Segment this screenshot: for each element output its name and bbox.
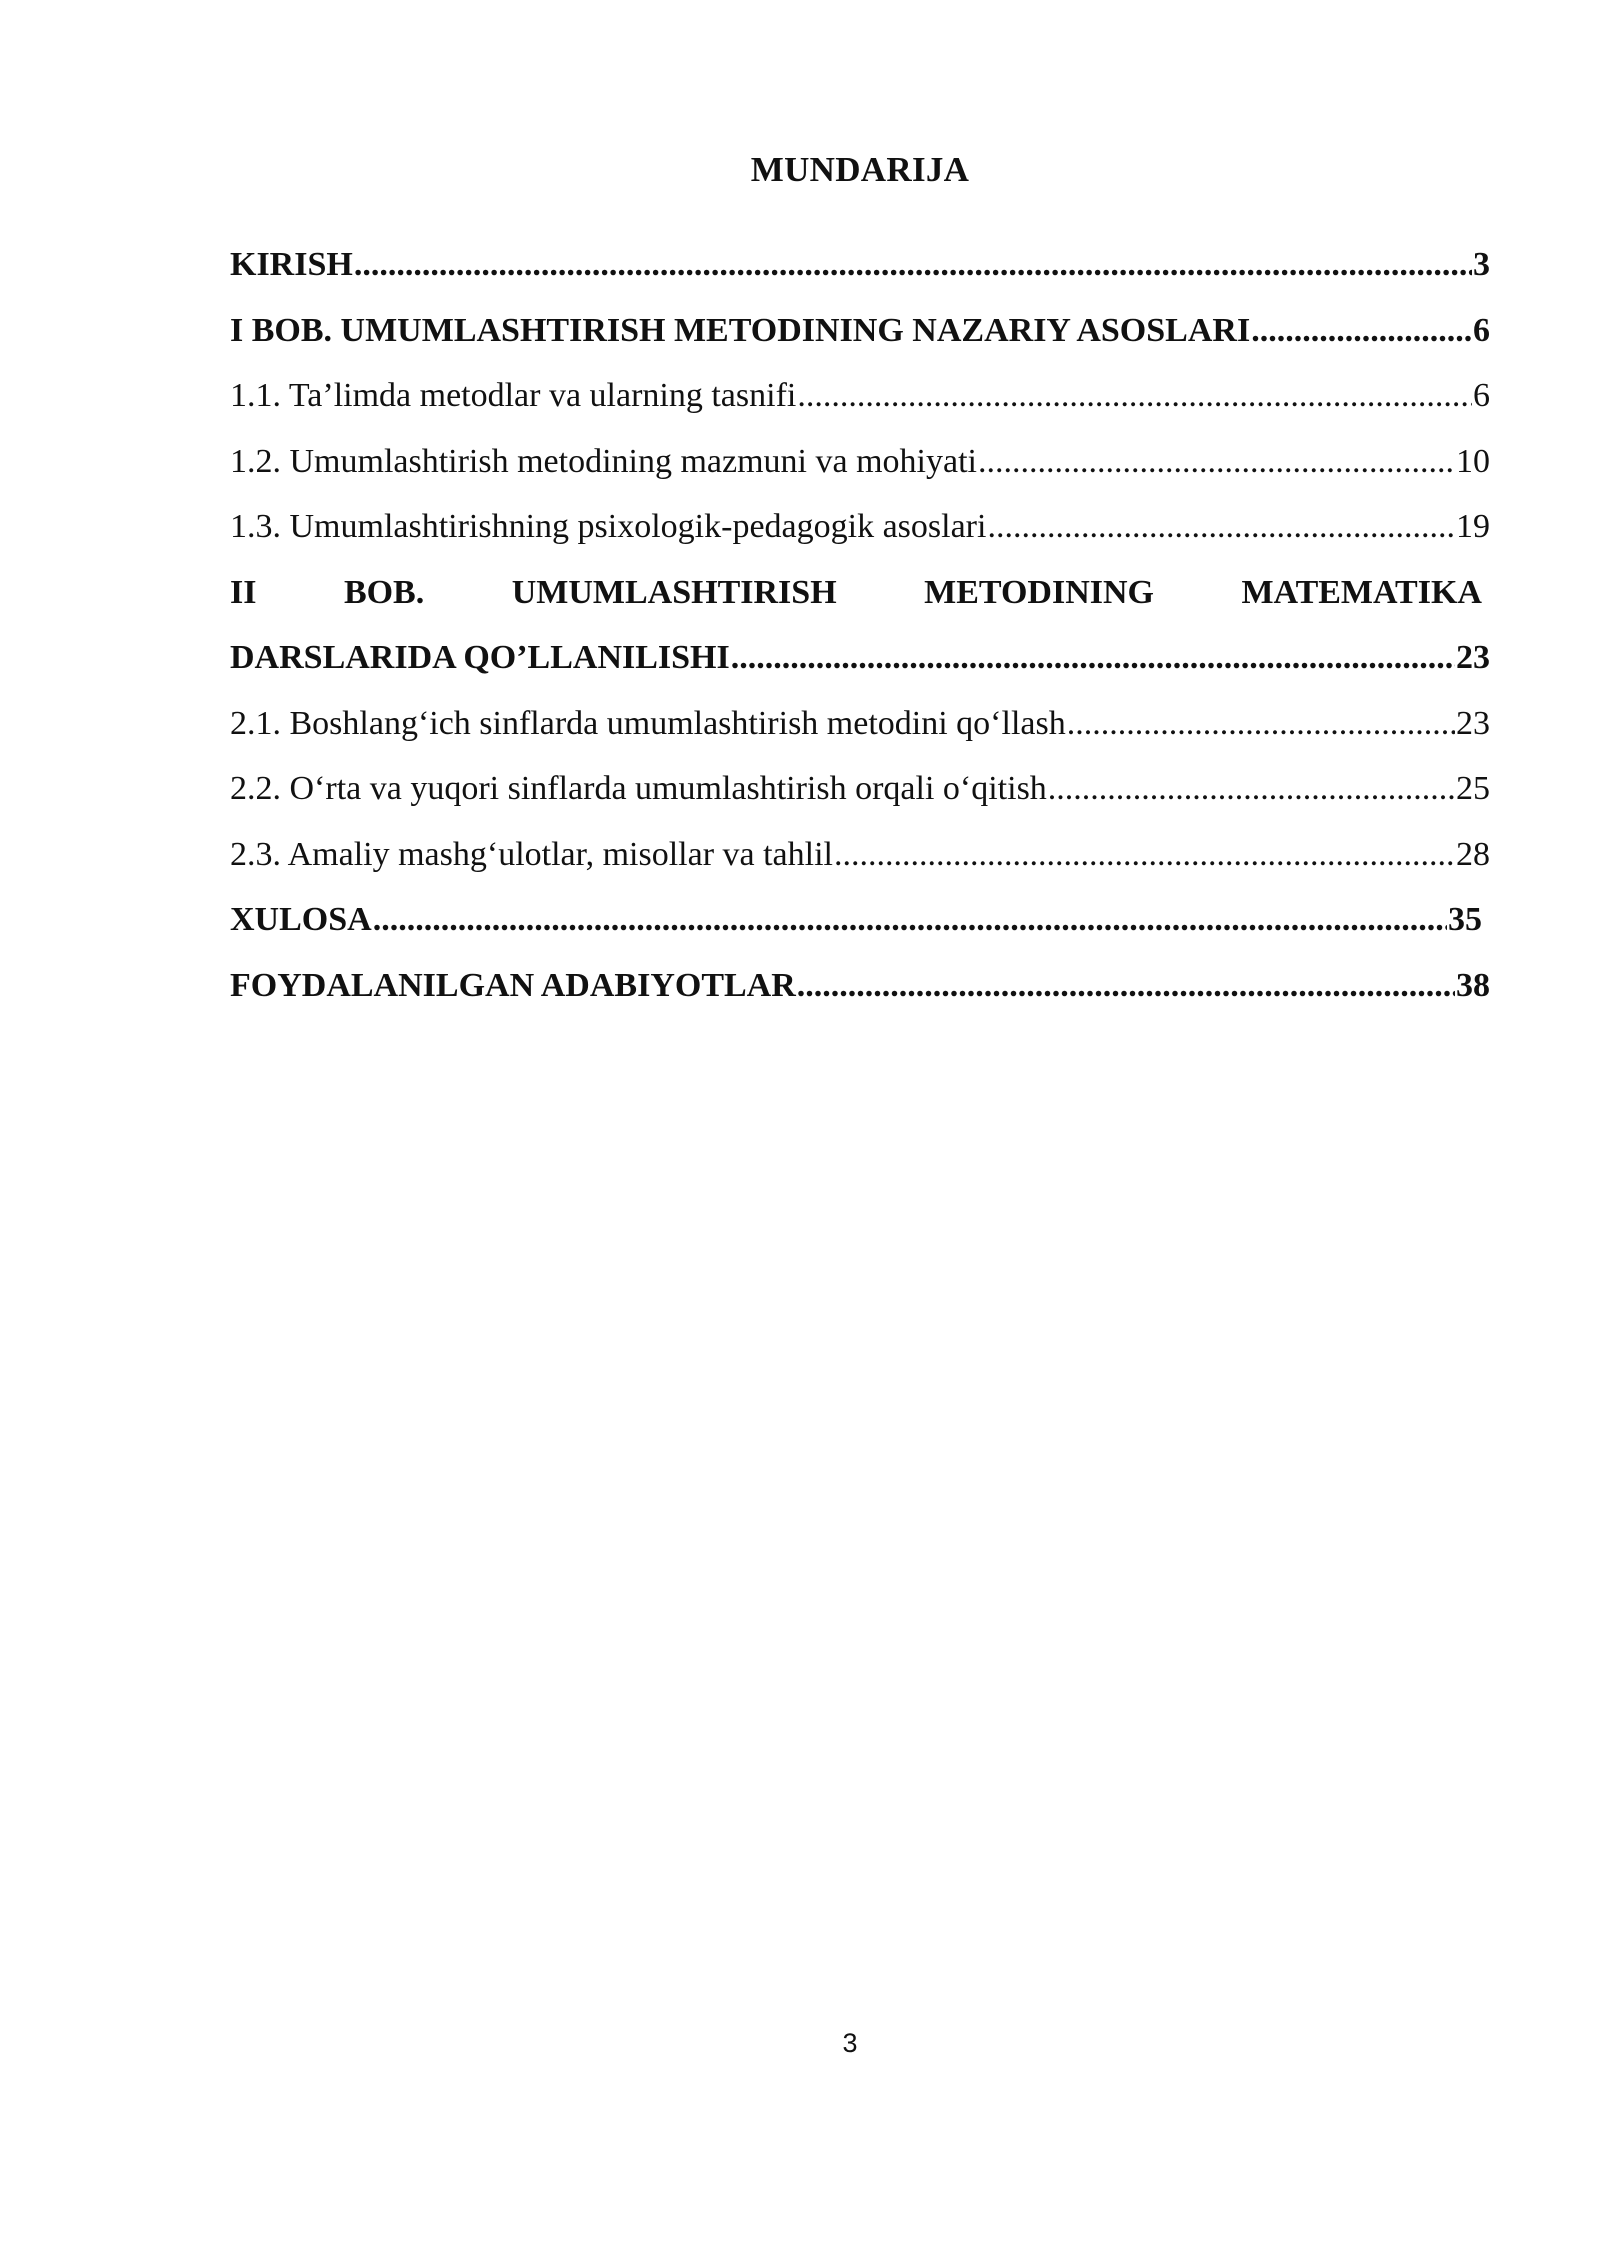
page-title: MUNDARIJA (750, 150, 970, 189)
dot-leader (797, 363, 1472, 429)
dot-leader (834, 822, 1455, 888)
toc-entry-xulosa[interactable] (230, 887, 1490, 953)
toc-entry-label: FOYDALANILGAN ADABIYOTLAR (230, 966, 796, 1004)
toc-word: METODINING (924, 573, 1154, 611)
toc-entry-page: 23 (1456, 704, 1490, 742)
toc-entry-page: 19 (1456, 508, 1490, 545)
toc-entry-chapter-2-line-2[interactable] (230, 625, 1490, 691)
toc-entry-label: KIRISH (230, 246, 353, 283)
dot-leader (797, 953, 1455, 1019)
toc-entry-label: 2.3. Amaliy mashg‘ulotlar, misollar va tahlil (230, 835, 833, 873)
toc-entry-chapter-2-line-1[interactable] (230, 560, 1490, 626)
toc-entry-section-2-1[interactable] (230, 691, 1490, 757)
dot-leader (373, 887, 1447, 953)
toc-word: BOB. (343, 573, 425, 611)
toc-word: II (230, 573, 257, 611)
dot-leader (354, 232, 1472, 298)
toc-entry-section-2-2[interactable] (230, 756, 1490, 822)
dot-leader (1067, 691, 1455, 757)
dot-leader (1251, 298, 1472, 364)
table-of-contents (230, 232, 1490, 1018)
dot-leader (731, 625, 1455, 691)
page-number: 3 (842, 2028, 858, 2058)
toc-entry-page: 35 (1448, 901, 1482, 938)
toc-entry-kirish[interactable] (230, 232, 1490, 298)
toc-entry-page: 10 (1456, 442, 1490, 480)
toc-entry-section-1-2[interactable] (230, 429, 1490, 495)
toc-entry-label: 1.1. Ta’limda metodlar va ularning tasnifi (230, 377, 797, 414)
toc-entry-section-2-3[interactable] (230, 822, 1490, 888)
toc-entry-page: 6 (1473, 311, 1490, 349)
toc-entry-section-1-1[interactable] (230, 363, 1490, 429)
dot-leader (978, 429, 1455, 495)
toc-word: MATEMATIKA (1241, 573, 1482, 611)
toc-entry-label: 1.3. Umumlashtirishning psixologik-pedagogik asoslari (230, 508, 987, 545)
toc-entry-label: I BOB. UMUMLASHTIRISH METODINING NAZARIY ASOSLARI (230, 311, 1251, 349)
toc-entry-chapter-1[interactable] (230, 298, 1490, 364)
toc-entry-label: 1.2. Umumlashtirish metodining mazmuni va mohiyati (230, 442, 977, 480)
toc-entry-adabiyotlar[interactable] (230, 953, 1490, 1019)
toc-entry-label: 2.2. O‘rta va yuqori sinflarda umumlashtirish orqali o‘qitish (230, 770, 1047, 807)
toc-word: UMUMLASHTIRISH (511, 573, 837, 611)
toc-entry-page: 25 (1456, 770, 1490, 807)
toc-entry-label: DARSLARIDA QO’LLANILISHI (230, 639, 730, 676)
toc-entry-page: 3 (1473, 246, 1490, 283)
toc-entry-section-1-3[interactable] (230, 494, 1490, 560)
dot-leader (987, 494, 1455, 560)
dot-leader (1048, 756, 1455, 822)
toc-entry-page: 6 (1473, 377, 1490, 414)
toc-entry-page: 28 (1456, 835, 1490, 873)
toc-entry-page: 38 (1456, 966, 1490, 1004)
toc-entry-label: XULOSA (230, 901, 372, 938)
toc-entry-label: 2.1. Boshlang‘ich sinflarda umumlashtirish metodini qo‘llash (230, 704, 1066, 742)
toc-entry-page: 23 (1456, 639, 1490, 676)
